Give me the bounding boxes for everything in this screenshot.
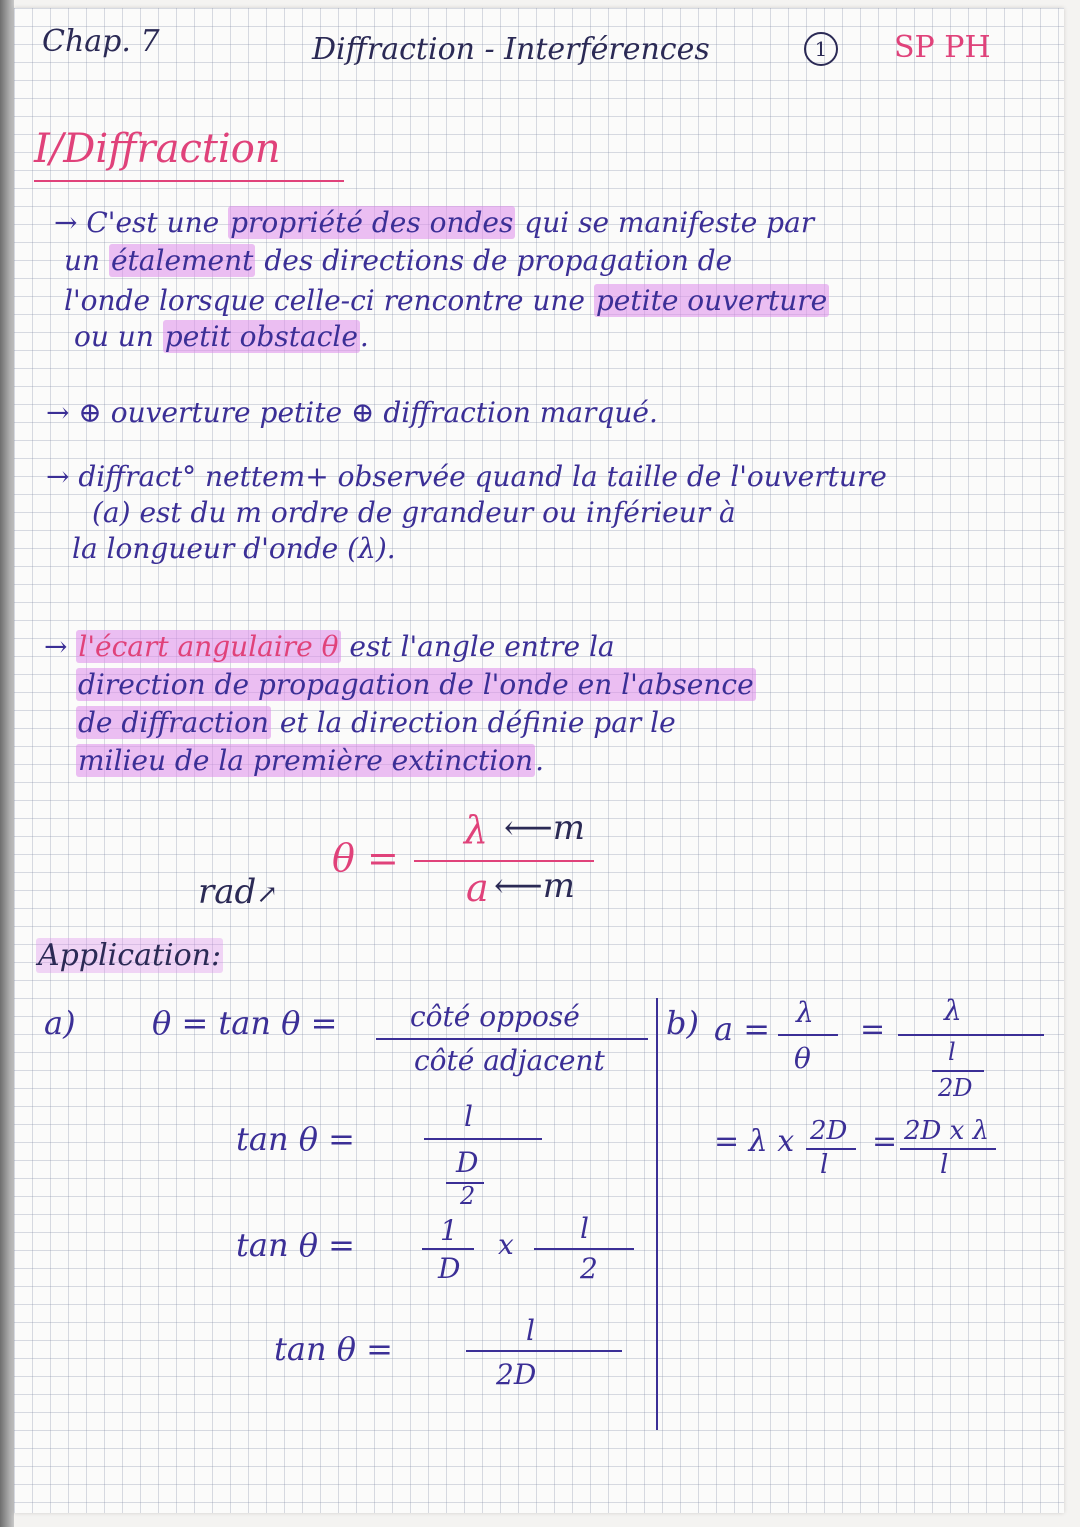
angular-line-2 <box>76 668 756 701</box>
tan3-lhs: tan θ = <box>274 1330 393 1368</box>
b-f1-num: λ <box>796 996 814 1029</box>
angular-text: et la direction définie par le <box>270 706 676 739</box>
denominator-unit-text: m <box>542 866 575 906</box>
b-f2-num: λ <box>944 994 962 1027</box>
angular-text: est l'angle entre la <box>340 630 615 663</box>
tan1-den-bot: 2 <box>460 1182 476 1210</box>
a-line1-num: côté opposé <box>410 1000 580 1033</box>
section-title: I/Diffraction <box>34 126 281 172</box>
denominator-unit <box>494 866 575 906</box>
tan1-bar <box>424 1138 542 1140</box>
tan2-f2-num: l <box>580 1212 589 1245</box>
b-f2-bar <box>898 1034 1044 1036</box>
definition-text: → C'est une <box>54 206 229 239</box>
tan3-num: l <box>526 1314 535 1347</box>
angular-highlight: direction de propagation de l'onde en l'absence <box>78 668 754 701</box>
notebook-page <box>14 8 1064 1513</box>
section-title-underline <box>34 180 344 182</box>
angular-text: . <box>535 744 544 777</box>
up-right-arrow-icon: ↗ <box>256 880 279 910</box>
rad-label-text: rad <box>198 872 257 912</box>
definition-text: . <box>359 320 369 353</box>
definition-line-2 <box>64 244 732 277</box>
subject-label: SP PH <box>894 30 991 65</box>
angular-text: → <box>44 630 77 663</box>
b-f1-den: θ <box>794 1042 811 1075</box>
definition-text: qui se manifeste par <box>515 206 815 239</box>
definition-highlight: petit obstacle <box>164 320 358 353</box>
observation-line-2: (a) est du m ordre de grandeur ou inférieur à <box>92 496 736 529</box>
b-f2-den-bar <box>932 1070 984 1072</box>
rad-label <box>198 872 278 912</box>
definition-line-1 <box>54 206 814 239</box>
observation-line-1: → diffract° nettem+ observée quand la taille de l'ouverture <box>46 460 887 493</box>
b-line2-f-num: 2D <box>810 1116 848 1146</box>
chapter-label: Chap. 7 <box>42 24 160 59</box>
left-arrow-icon: ⟵ <box>494 866 543 906</box>
tan1-den-top: D <box>456 1146 479 1179</box>
notebook-binding <box>0 0 14 1527</box>
definition-line-3 <box>64 284 829 317</box>
b-f2-den-num: l <box>948 1038 956 1066</box>
page-title: Diffraction - Interférences <box>312 32 710 67</box>
column-divider <box>656 998 658 1430</box>
tan1-num: l <box>464 1100 473 1133</box>
formula-fraction-bar <box>414 860 594 862</box>
a-line1-den: côté adjacent <box>414 1044 605 1077</box>
definition-text: ou un <box>74 320 163 353</box>
b-f1-bar <box>778 1034 838 1036</box>
a-line1-lhs: θ = tan θ = <box>152 1004 338 1042</box>
definition-highlight: étalement <box>110 244 254 277</box>
angular-highlight: milieu de la première extinction <box>78 744 534 777</box>
definition-highlight: petite ouverture <box>595 284 828 317</box>
tan2-times: x <box>498 1228 514 1261</box>
tan1-lhs: tan θ = <box>236 1120 355 1158</box>
angular-line-3 <box>76 706 676 739</box>
tan2-f1-bar <box>422 1248 474 1250</box>
b-line2-eq: = <box>872 1124 898 1159</box>
b-line2-f-bar <box>806 1148 856 1150</box>
small-opening-rule: → ⊕ ouverture petite ⊕ diffraction marqué. <box>46 396 658 429</box>
formula-denominator: a <box>466 866 489 910</box>
definition-text: des directions de propagation de <box>255 244 733 277</box>
formula-numerator: λ <box>464 808 489 852</box>
angular-highlight: de diffraction <box>78 706 269 739</box>
b-line2-lhs: = λ x <box>714 1124 795 1159</box>
application-title-text: Application: <box>38 938 222 973</box>
b-line2-f-den: l <box>820 1150 829 1180</box>
b-eq: = <box>860 1012 886 1047</box>
numerator-unit-text: m <box>552 808 585 848</box>
definition-line-4 <box>74 320 369 353</box>
left-arrow-icon: ⟵ <box>504 808 553 848</box>
angular-line-4 <box>76 744 544 777</box>
definition-text: un <box>64 244 109 277</box>
tan2-f2-den: 2 <box>580 1252 598 1285</box>
b-line2-res-num: 2D x λ <box>904 1116 990 1146</box>
b-line2-res-den: l <box>940 1150 949 1180</box>
b-lhs: a = <box>714 1010 771 1048</box>
application-title <box>36 938 223 973</box>
angular-highlight: l'écart angulaire θ <box>78 630 339 663</box>
b-f2-den-den: 2D <box>938 1074 973 1102</box>
formula-theta: θ = <box>332 836 399 880</box>
numerator-unit <box>504 808 585 848</box>
definition-highlight: propriété des ondes <box>230 206 514 239</box>
a-line1-bar <box>376 1038 648 1040</box>
application-a-label: a) <box>44 1004 76 1042</box>
tan3-den: 2D <box>496 1358 537 1391</box>
tan2-f2-bar <box>534 1248 634 1250</box>
definition-text: l'onde lorsque celle-ci rencontre une <box>64 284 594 317</box>
page-number: 1 <box>814 37 828 61</box>
angular-line-1 <box>44 630 615 663</box>
observation-line-3: la longueur d'onde (λ). <box>72 532 396 565</box>
tan3-bar <box>466 1350 622 1352</box>
tan2-f1-den: D <box>438 1252 461 1285</box>
page-number-circle <box>804 32 838 66</box>
tan2-lhs: tan θ = <box>236 1226 355 1264</box>
application-b-label: b) <box>666 1004 699 1042</box>
tan2-f1-num: 1 <box>440 1214 458 1247</box>
